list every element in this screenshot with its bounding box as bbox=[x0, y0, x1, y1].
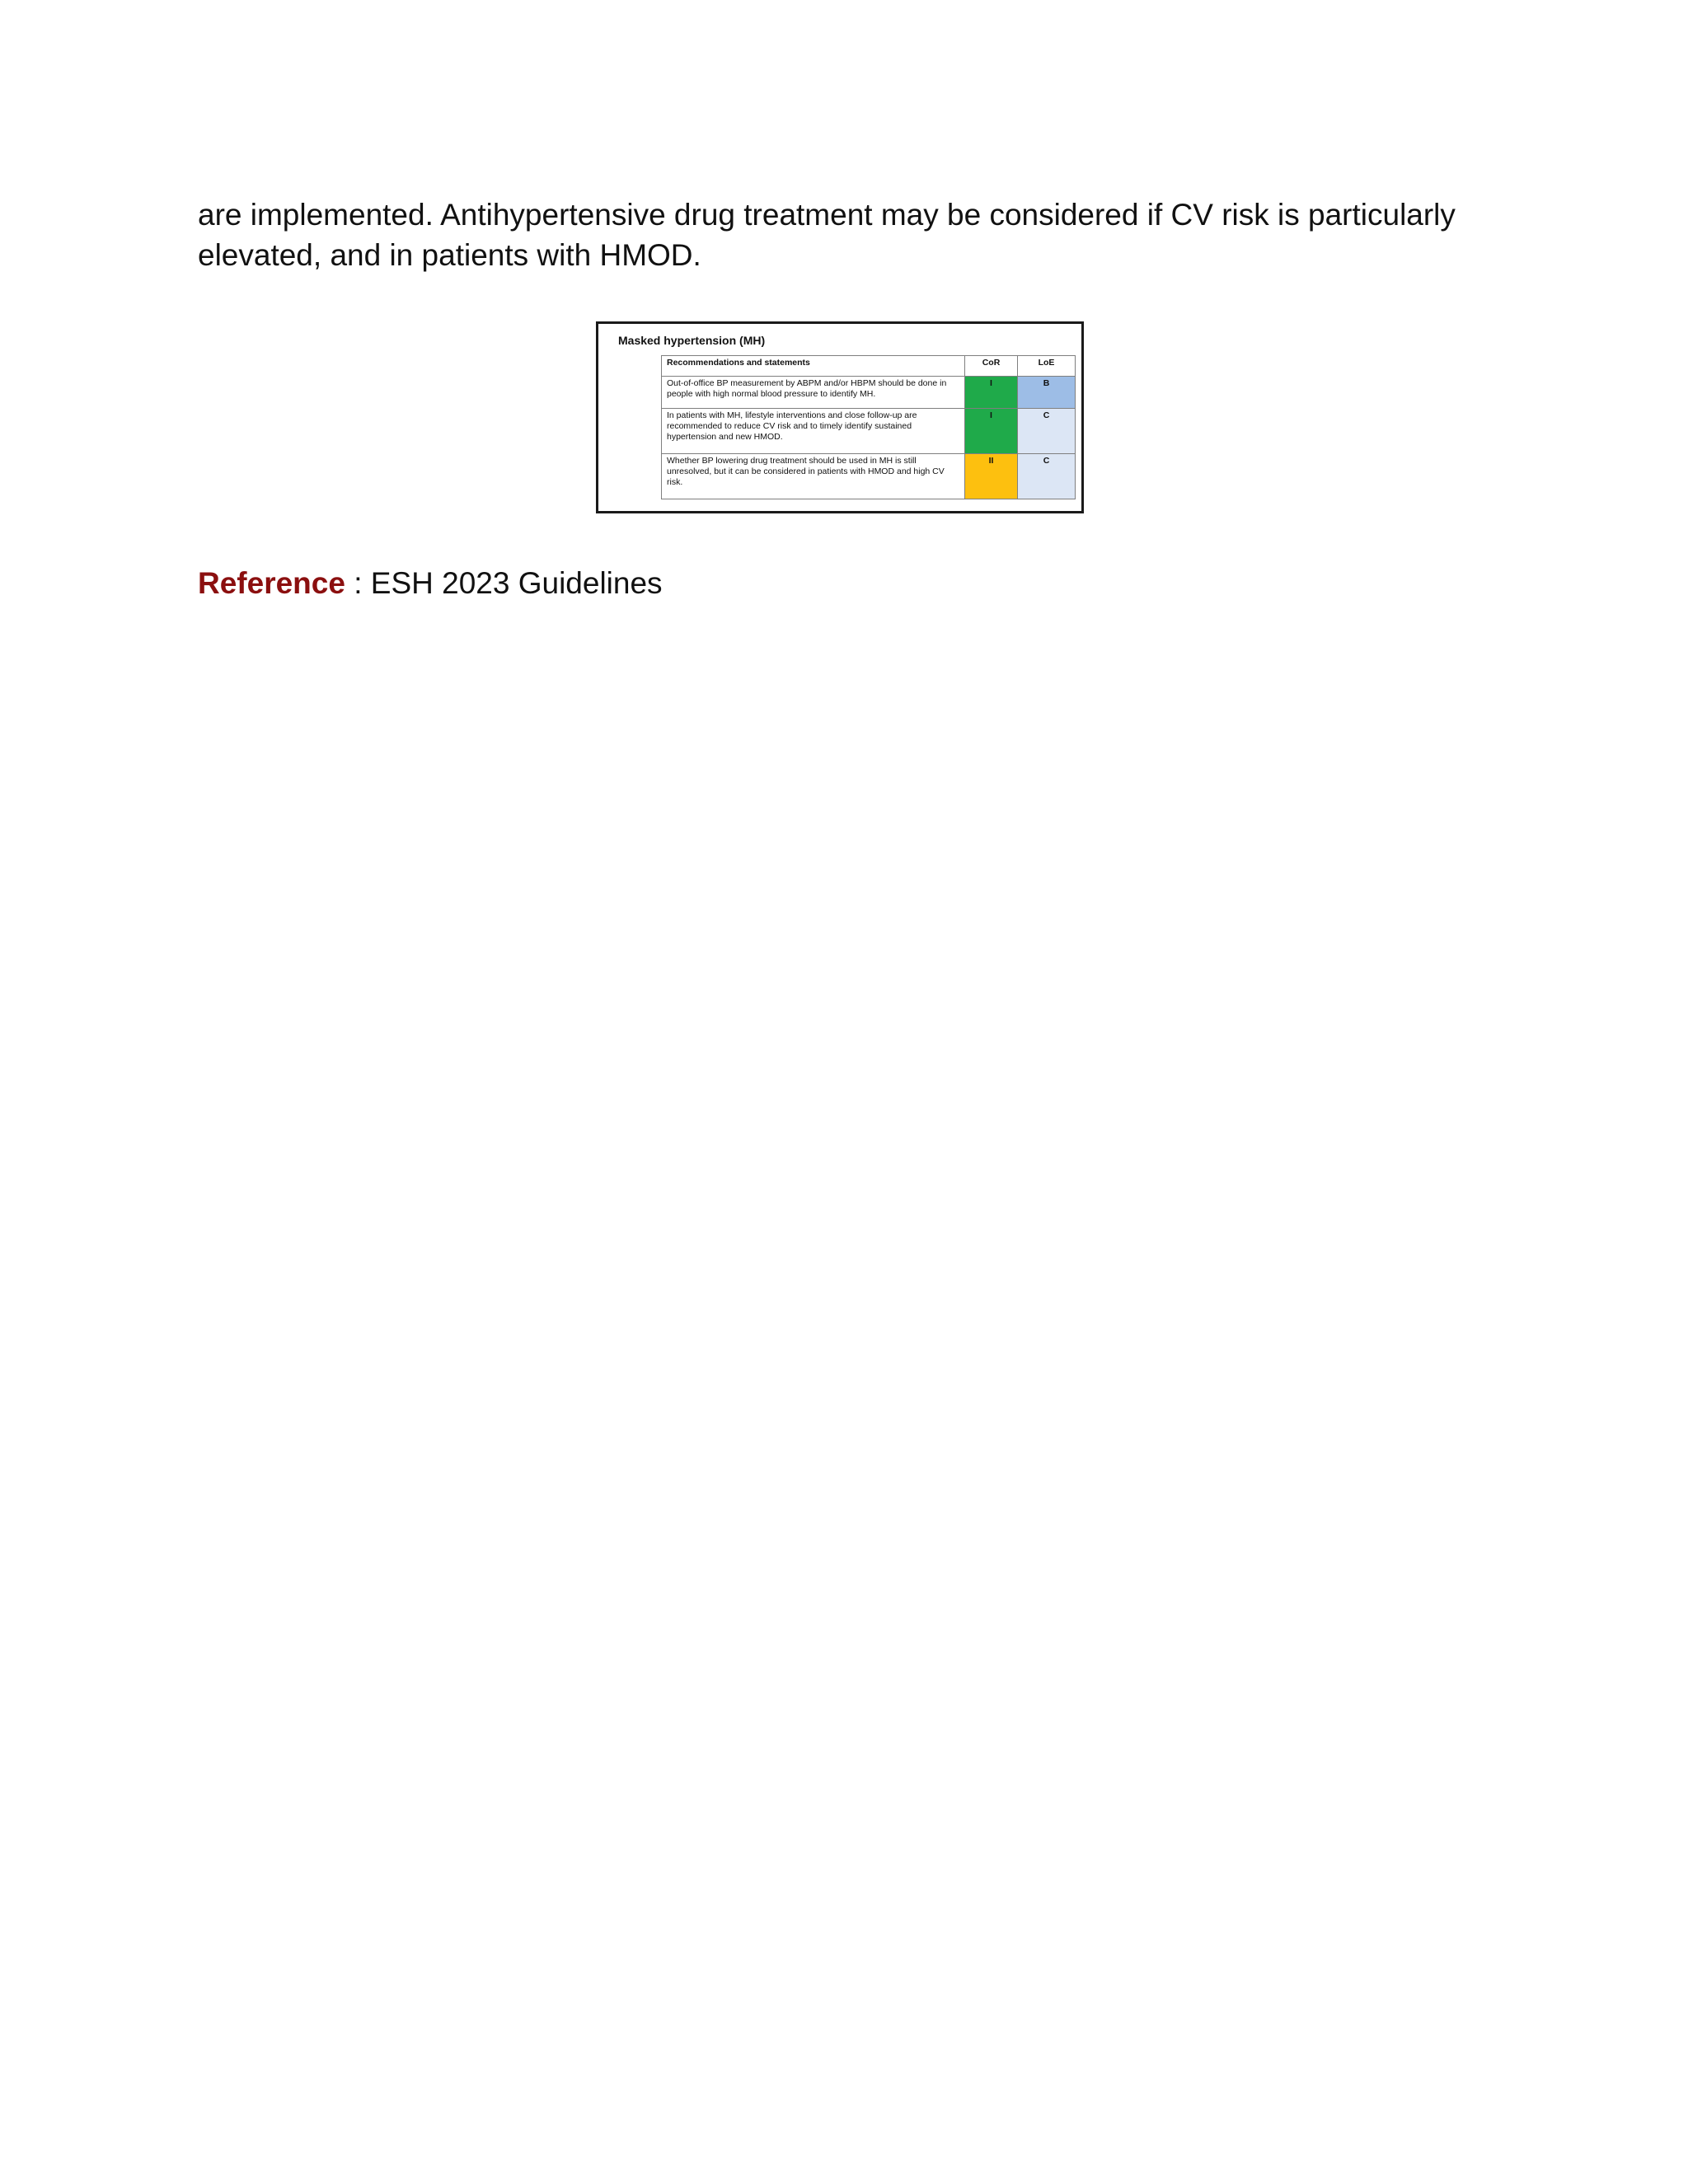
row-statement: Out-of-office BP measurement by ABPM and/or HBPM should be done in people with high normal blood pressure to identify MH. bbox=[662, 377, 965, 409]
table-row bbox=[662, 409, 1076, 454]
row-cor: II bbox=[965, 454, 1018, 499]
recommendations-table bbox=[661, 355, 1076, 499]
row-loe: B bbox=[1018, 377, 1076, 409]
table-row bbox=[662, 454, 1076, 499]
figure-title: Masked hypertension (MH) bbox=[618, 334, 766, 347]
reference-line bbox=[198, 563, 663, 603]
header-statement: Recommendations and statements bbox=[662, 356, 965, 377]
row-statement: Whether BP lowering drug treatment should be used in MH is still unresolved, but it can be considered in patients with HMOD and high CV risk. bbox=[662, 454, 965, 499]
table-row bbox=[662, 377, 1076, 409]
header-loe: LoE bbox=[1018, 356, 1076, 377]
table-header-row bbox=[662, 356, 1076, 377]
body-paragraph: are implemented. Antihypertensive drug treatment may be considered if CV risk is particularly elevated, and in patients with HMOD. bbox=[198, 198, 1456, 272]
reference-text: ESH 2023 Guidelines bbox=[370, 566, 663, 600]
row-cor: I bbox=[965, 409, 1018, 454]
row-loe: C bbox=[1018, 409, 1076, 454]
header-cor: CoR bbox=[965, 356, 1018, 377]
reference-separator: : bbox=[345, 566, 371, 600]
row-loe: C bbox=[1018, 454, 1076, 499]
recommendations-figure bbox=[596, 321, 1084, 513]
row-cor: I bbox=[965, 377, 1018, 409]
reference-label: Reference bbox=[198, 566, 345, 600]
row-statement: In patients with MH, lifestyle interventions and close follow-up are recommended to reduce CV risk and to timely identify sustained hypertension and new HMOD. bbox=[662, 409, 965, 454]
